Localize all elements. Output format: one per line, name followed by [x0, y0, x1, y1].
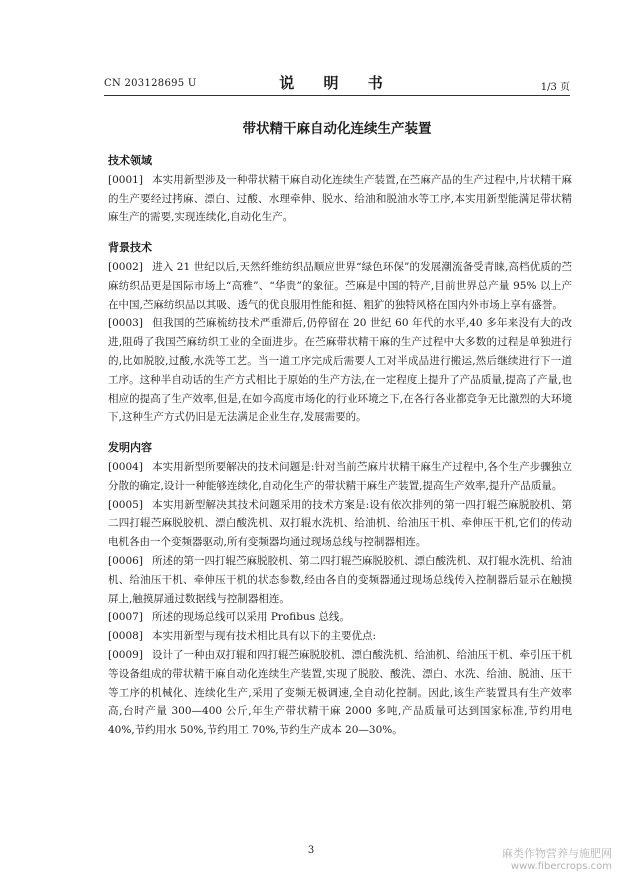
watermark-url: www.fibercrops.com	[510, 861, 612, 872]
paragraph	[108, 646, 572, 740]
document-body	[108, 152, 572, 740]
paragraph-number: [0009]	[108, 648, 143, 661]
page-info: 1/3 页	[540, 82, 570, 93]
paragraph-number: [0004]	[108, 460, 143, 473]
paragraph-text: 本实用新型解决其技术问题采用的技术方案是:设有依次排列的第一四打辊苎麻脱胶机、第二四打辊苎麻脱胶机、漂白酸洗机、双打辊水洗机、给油机、给油压干机、牵伸压干机,它们的传动电机各由一个变频器驱动,所有变频器均通过现场总线与控制器相连。	[108, 498, 572, 549]
paragraph	[108, 171, 572, 227]
paragraph-number: [0008]	[108, 630, 143, 643]
paragraph	[108, 496, 572, 552]
paragraph	[108, 552, 572, 608]
section-heading-background: 背景技术	[108, 241, 152, 255]
paragraph-text: 设计了一种由双打辊和四打辊苎麻脱胶机、漂白酸洗机、给油机、给油压干机、牵引压干机等设备组成的带状精干麻自动化连续生产装置,实现了脱胶、酸洗、漂白、水洗、给油、脱油、压干等工序的机械化、连续化生产,采用了变频无极调速,全自动化控制。因此,该生产装置具有生产效率高,台时产量 300—400 公斤,年生产带状精干麻 2000 多吨,产品质量可达到国家标准,节约用电 40%,节约用水 50%,节约用工 70%,节约生产成本 20—30%。	[108, 648, 572, 737]
paragraph-text: 所述的第一四打辊苎麻脱胶机、第二四打辊苎麻脱胶机、漂白酸洗机、双打辊水洗机、给油机、给油压干机、牵伸压干机的状态参数,经由各自的变频器通过现场总线传入控制器后显示在触摸屏上,触摸屏通过数据线与控制器相连。	[108, 554, 572, 605]
header-rule	[104, 95, 570, 96]
paragraph-text: 所述的现场总线可以采用 Profibus 总线。	[152, 611, 350, 624]
paragraph-number: [0007]	[108, 611, 143, 624]
paragraph-number: [0003]	[108, 317, 143, 330]
paragraph	[108, 458, 572, 496]
paragraph	[108, 608, 572, 627]
paragraph	[108, 627, 572, 646]
paragraph-text: 本实用新型所要解决的技术问题是:针对当前苎麻片状精干麻生产过程中,各个生产步骤独立分散的确定,设计一种能够连续化,自动化生产的带状精干麻生产装置,提高生产效率,提升产品质量。	[108, 460, 572, 492]
paragraph-number: [0002]	[108, 260, 143, 273]
paragraph-text: 但我国的苎麻梳纺技术严重滞后,仍停留在 20 世纪 60 年代的水平,40 多年来没有大的改进,阻碍了我国苎麻纺织工业的全面进步。在苎麻带状精干麻的生产过程中大多数的过程是单独进行的,比如脱胶,过酸,水洗等工艺。当一道工序完成后需要人工对半成品进行搬运,然后继续进行下一道工序。这种半自动话的生产方式相比于原始的生产方法,在一定程度上提升了产品质量,提高了产量,也相应的提高了生产效率,但是,在如今高度市场化的行业环境之下,在各行各业都竞争无比激烈的大环境下,这种生产方式仍旧是无法满足企业生存,发展需要的。	[108, 317, 572, 424]
document-type: 说 明 书	[279, 74, 395, 92]
paragraph-number: [0001]	[108, 173, 143, 186]
paragraph	[108, 314, 572, 427]
page-number: 3	[307, 845, 315, 856]
paragraph-number: [0005]	[108, 498, 143, 511]
section-heading-tech-field: 技术领域	[108, 154, 152, 167]
watermark	[502, 847, 612, 873]
document-title: 带状精干麻自动化连续生产装置	[242, 121, 432, 137]
paragraph	[108, 258, 572, 314]
page-header	[104, 72, 570, 92]
section-heading-invention: 发明内容	[108, 441, 152, 455]
paragraph-number: [0006]	[108, 554, 143, 567]
paragraph-text: 进入 21 世纪以后,天然纤维纺织品顺应世界“绿色环保”的发展潮流备受青睐,高档优质的苎麻纺织品更是国际市场上“高雅”、“华贵”的象征。苎麻是中国的特产,目前世界总产量 95% 以上产在中国,苎麻纺织品以其吸、透气的优良服用性能和挺、粗犷的独特风格在国内外市场上享有盛誉。	[108, 260, 572, 311]
paragraph-text: 本实用新型涉及一种带状精干麻自动化连续生产装置,在苎麻产品的生产过程中,片状精干麻的生产要经过拷麻、漂白、过酸、水理牵伸、脱水、给油和脱油水等工序,本实用新型能满足带状精麻生产的需要,实现连续化,自动化生产。	[108, 173, 572, 224]
watermark-site-name: 麻类作物营养与施肥网	[502, 847, 612, 860]
patent-number: CN 203128695 U	[104, 78, 197, 89]
paragraph-text: 本实用新型与现有技术相比具有以下的主要优点:	[152, 630, 377, 643]
